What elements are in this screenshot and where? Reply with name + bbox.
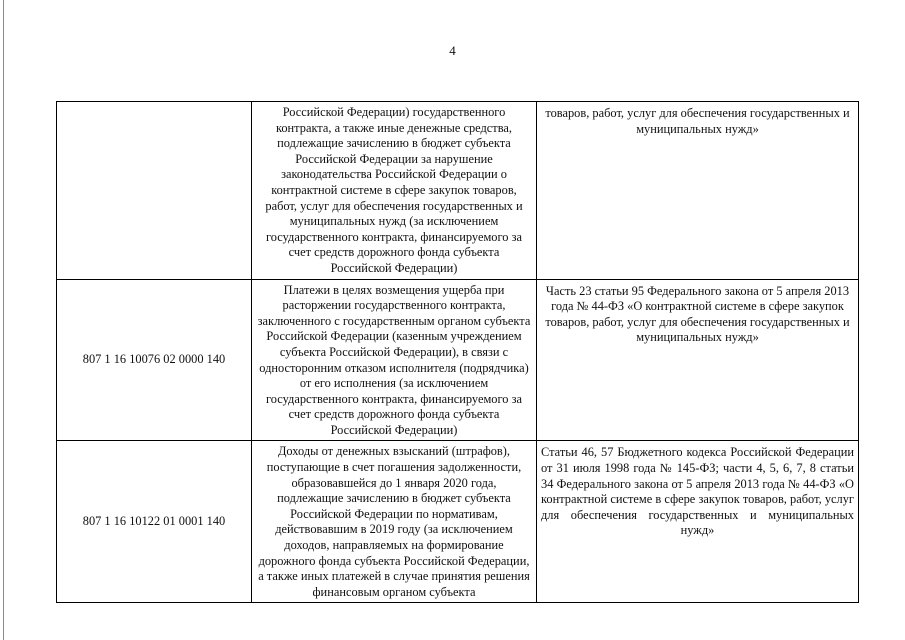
legal-basis: Часть 23 статьи 95 Федерального закона от 5 апреля 2013 года № 44-ФЗ «О контрактной системе в сфере закупок товаров, работ, услуг для обеспечения государственных и муниципальных нужд» [545,283,850,345]
revenue-name-cell [252,441,537,603]
legal-basis: товаров, работ, услуг для обеспечения государственных и муниципальных нужд» [545,106,850,136]
revenue-name: Платежи в целях возмещения ущерба при расторжении государственного контракта, заключенного с государственным органом субъекта Российской Федерации (казенным учреждением субъекта Российской Федерации), в связи с односторонним отказом исполнителя (подрядчика) от его исполнения (за исключением государственного контракта, финансируемого за счет средств дорожного фонда субъекта Российской Федерации) [257,282,531,437]
revenue-codes-table [56,101,859,603]
budget-code: 807 1 16 10122 01 0001 140 [82,514,226,529]
revenue-name: Доходы от денежных взысканий (штрафов), поступающие в счет погашения задолженности, образовавшейся до 1 января 2020 года, подлежащие зачислению в бюджет субъекта Российской Федерации по нормативам, действовавшим в 2019 году (за исключением доходов, направляемых на формирование дорожного фонда субъекта Российской Федерации, а также иных платежей в случае принятия решения финансовым органом субъекта [258,444,530,599]
revenue-name: Российской Федерации) государственного контракта, а также иные денежные средства, подлежащие зачислению в бюджет субъекта Российской Федерации за нарушение законодательства Российской Федерации о контрактной системе в сфере закупок товаров, работ, услуг для обеспечения государственных и муниципальных нужд (за исключением государственного контракта, финансируемого за счет средств дорожного фонда субъекта Российской Федерации) [265,105,523,275]
budget-code-cell [57,441,252,603]
legal-basis-cell [537,279,859,441]
budget-code: 807 1 16 10076 02 0000 140 [82,352,226,367]
legal-basis-cell [537,102,859,280]
table-row [57,441,859,603]
legal-basis-cell [537,441,859,603]
budget-code-cell [57,102,252,280]
page-number: 4 [449,43,456,58]
budget-code-cell [57,279,252,441]
table-row [57,279,859,441]
legal-basis: Статьи 46, 57 Бюджетного кодекса Российской Федерации от 31 июля 1998 года № 145-ФЗ; части 4, 5, 6, 7, 8 статьи 34 Федерального закона от 5 апреля 2013 года № 44-ФЗ «О контрактной системе в сфере закупок товаров, работ, услуг для обеспечения государственных и муниципальных нужд» [541,445,854,538]
page-edge-line [3,0,4,640]
table-row [57,102,859,280]
revenue-name-cell [252,102,537,280]
revenue-name-cell [252,279,537,441]
